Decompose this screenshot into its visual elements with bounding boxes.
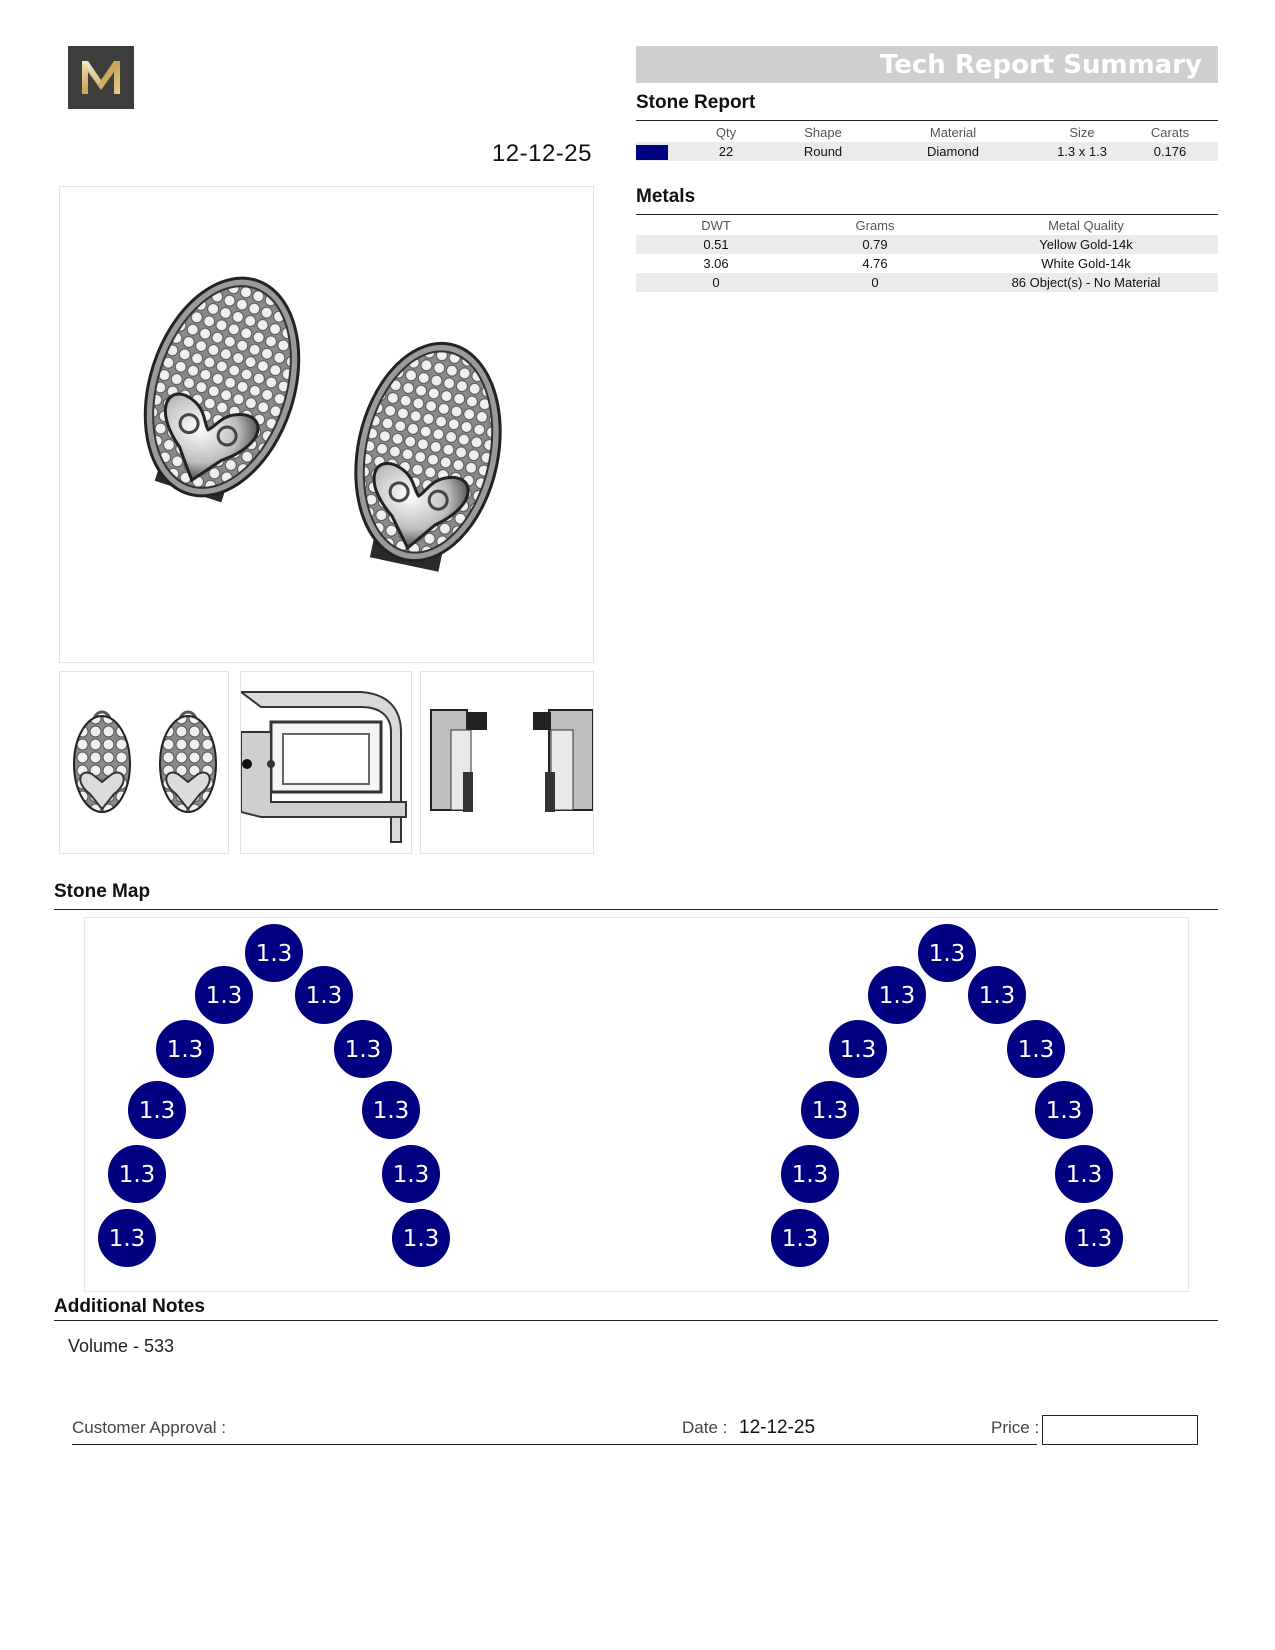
stone-size-label: 1.3 bbox=[402, 1226, 440, 1252]
thumbnail-front-view[interactable] bbox=[59, 671, 229, 854]
stone-marker bbox=[867, 965, 927, 1025]
additional-notes-rule bbox=[54, 1320, 1218, 1321]
price-input[interactable] bbox=[1042, 1415, 1198, 1445]
column-header: Carats bbox=[1150, 124, 1190, 140]
table-row bbox=[636, 273, 1218, 292]
stone-marker bbox=[127, 1080, 187, 1140]
stone-marker bbox=[1064, 1208, 1124, 1268]
stone-marker bbox=[770, 1208, 830, 1268]
stone-size-label: 1.3 bbox=[1075, 1226, 1113, 1252]
table-cell: 86 Object(s) - No Material bbox=[954, 273, 1218, 292]
table-row bbox=[636, 254, 1218, 273]
approval-date-value: 12-12-25 bbox=[739, 1417, 816, 1438]
stone-marker bbox=[1006, 1019, 1066, 1079]
stone-marker bbox=[1054, 1144, 1114, 1204]
column-header: Material bbox=[929, 124, 977, 140]
stone-marker bbox=[155, 1019, 215, 1079]
stone-marker bbox=[361, 1080, 421, 1140]
stone-marker bbox=[97, 1208, 157, 1268]
stone-size-label: 1.3 bbox=[928, 941, 966, 967]
column-header: Shape bbox=[804, 124, 842, 140]
additional-notes-title: Additional Notes bbox=[54, 1296, 205, 1317]
stone-marker bbox=[333, 1019, 393, 1079]
table-cell: Round bbox=[782, 142, 864, 161]
stone-marker bbox=[391, 1208, 451, 1268]
stone-size-label: 1.3 bbox=[166, 1037, 204, 1063]
approval-signature-line bbox=[72, 1444, 1037, 1445]
stone-color-header bbox=[636, 122, 670, 142]
table-cell: 22 bbox=[670, 142, 782, 161]
table-cell: 0 bbox=[636, 273, 796, 292]
price-label: Price : bbox=[991, 1418, 1040, 1437]
stone-size-label: 1.3 bbox=[255, 941, 293, 967]
thumbnail-profile-views[interactable] bbox=[420, 671, 594, 854]
stone-marker bbox=[244, 923, 304, 983]
table-cell: 3.06 bbox=[703, 256, 729, 271]
stone-marker bbox=[800, 1080, 860, 1140]
table-cell: 0.176 bbox=[1122, 142, 1218, 161]
column-header: Metal Quality bbox=[1048, 217, 1124, 233]
logo-mark-icon bbox=[68, 46, 134, 109]
stone-report-rule bbox=[636, 120, 1218, 121]
table-cell: 1.3 x 1.3 bbox=[1042, 142, 1122, 161]
stone-report-table bbox=[636, 122, 1218, 161]
metals-title: Metals bbox=[636, 186, 696, 207]
stone-marker bbox=[1034, 1080, 1094, 1140]
approval-date-label: Date : bbox=[682, 1418, 728, 1437]
stone-size-label: 1.3 bbox=[372, 1098, 410, 1124]
stone-size-label: 1.3 bbox=[811, 1098, 849, 1124]
column-header: Qty bbox=[715, 124, 737, 140]
table-cell: 0.79 bbox=[796, 235, 954, 254]
column-header: DWT bbox=[701, 217, 731, 233]
stone-size-label: 1.3 bbox=[878, 983, 916, 1009]
stone-marker bbox=[917, 923, 977, 983]
column-header: Grams bbox=[855, 217, 895, 233]
table-row bbox=[636, 235, 1218, 254]
notes-text: Volume - 533 bbox=[68, 1336, 175, 1356]
stone-marker bbox=[107, 1144, 167, 1204]
table-cell: 4.76 bbox=[862, 256, 888, 271]
stone-size-label: 1.3 bbox=[1065, 1162, 1103, 1188]
table-cell: Diamond bbox=[864, 142, 1042, 161]
stone-report-title: Stone Report bbox=[636, 92, 756, 113]
column-header: Size bbox=[1069, 124, 1095, 140]
main-product-image bbox=[59, 186, 594, 663]
stone-size-label: 1.3 bbox=[138, 1098, 176, 1124]
table-cell: White Gold-14k bbox=[1041, 256, 1131, 271]
metals-table bbox=[636, 215, 1218, 292]
stone-map-diagram bbox=[84, 917, 1189, 1292]
stone-marker bbox=[828, 1019, 888, 1079]
table-cell: Yellow Gold-14k bbox=[954, 235, 1218, 254]
stone-size-label: 1.3 bbox=[108, 1226, 146, 1252]
right-earring bbox=[336, 330, 520, 579]
left-earring bbox=[119, 258, 325, 516]
stone-size-label: 1.3 bbox=[978, 983, 1016, 1009]
stone-size-label: 1.3 bbox=[118, 1162, 156, 1188]
stone-size-label: 1.3 bbox=[344, 1037, 382, 1063]
table-cell: 0.51 bbox=[636, 235, 796, 254]
report-header-banner bbox=[636, 46, 1218, 83]
table-row bbox=[636, 142, 1218, 161]
stone-size-label: 1.3 bbox=[305, 983, 343, 1009]
stone-map-title: Stone Map bbox=[54, 881, 151, 902]
stone-marker bbox=[294, 965, 354, 1025]
thumbnail-side-detail[interactable] bbox=[240, 671, 412, 854]
stone-size-label: 1.3 bbox=[1045, 1098, 1083, 1124]
stone-marker bbox=[194, 965, 254, 1025]
stone-color-swatch bbox=[636, 145, 668, 160]
stone-size-label: 1.3 bbox=[1017, 1037, 1055, 1063]
stone-map-rule bbox=[54, 909, 1218, 910]
stone-size-label: 1.3 bbox=[205, 983, 243, 1009]
customer-approval-label: Customer Approval : bbox=[72, 1418, 227, 1437]
stone-size-label: 1.3 bbox=[839, 1037, 877, 1063]
stone-marker bbox=[780, 1144, 840, 1204]
stone-marker bbox=[967, 965, 1027, 1025]
stone-size-label: 1.3 bbox=[791, 1162, 829, 1188]
stone-size-label: 1.3 bbox=[392, 1162, 430, 1188]
company-logo bbox=[68, 46, 134, 109]
report-date: 12-12-25 bbox=[491, 140, 592, 167]
stone-marker bbox=[381, 1144, 441, 1204]
table-cell: 0 bbox=[796, 273, 954, 292]
report-title: Tech Report Summary bbox=[879, 50, 1202, 80]
stone-size-label: 1.3 bbox=[781, 1226, 819, 1252]
